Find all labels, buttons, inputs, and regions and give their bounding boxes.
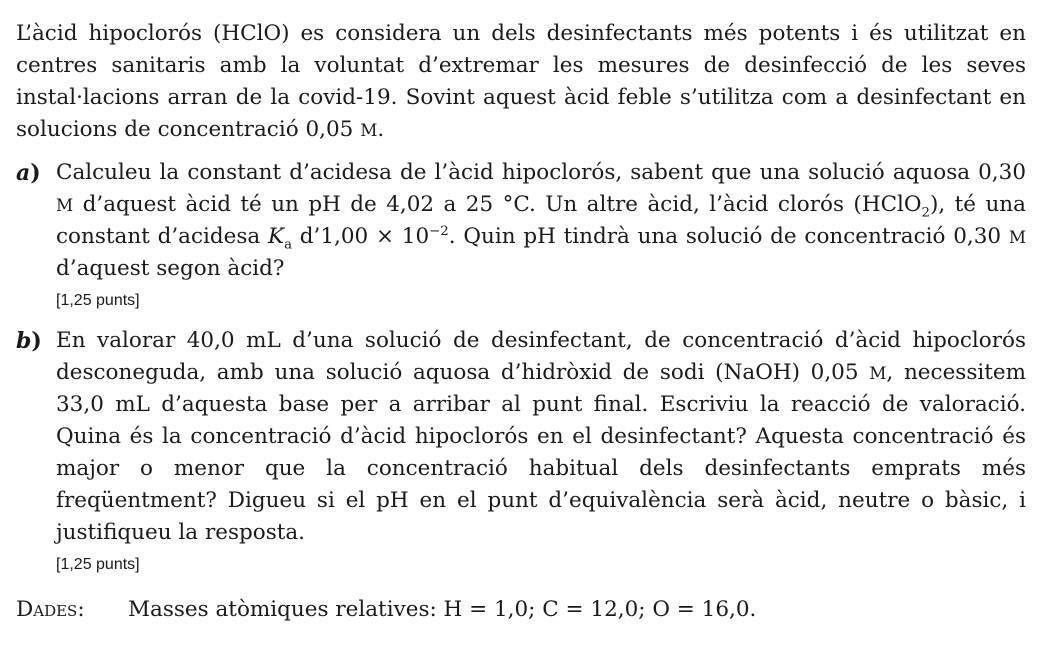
intro-paragraph [16, 18, 1026, 146]
question-a-text [56, 157, 1026, 285]
data-text: Masses atòmiques relatives: H = 1,0; C = 12,0; O = 16,0. [128, 597, 757, 622]
question-b-text [56, 325, 1026, 549]
exponent: −2 [429, 223, 449, 239]
question-b-text-1: En valorar 40,0 mL d’una solució de desinfectant, de concentració d’àcid hipoclorós desconeguda, amb una solució aquosa d’hidròxid de sodi (NaOH) 0,05 [56, 328, 1026, 385]
molar-unit: M [360, 120, 378, 140]
question-b-text-2: , necessitem 33,0 mL d’aquesta base per a arribar al punt final. Escriviu la reacció de valoració. Quina és la concentració d’àcid hipoclorós en el desinfectant? Aquesta concentració és major o menor que la concentració habitual dels desinfectants emprats més freqüentment? Digueu si el pH en el punt d’equivalència serà àcid, neutre o bàsic, i justifiqueu la resposta. [56, 360, 1026, 545]
question-a-text-3: ), té una constant d’acidesa [56, 192, 1026, 249]
molar-unit: M [56, 195, 74, 215]
question-a-letter: a [16, 160, 31, 186]
exam-question [16, 18, 1026, 626]
data-label: Dades: [16, 597, 85, 622]
molar-unit: M [1008, 227, 1026, 247]
question-a-text-6: d’aquest segon àcid? [56, 256, 285, 281]
data-section [16, 594, 1026, 626]
intro-text: L’àcid hipoclorós (HClO) es considera un dels desinfectants més potents i és utilitzat en centres sanitaris amb la voluntat d’extremar les mesures de desinfecció de les seves instal·lacions arran de la covid-19. Sovint aquest àcid feble s’utilitza com a desinfectant en solucions de concentració 0,05 [16, 21, 1026, 142]
question-a-paren: ) [30, 160, 41, 186]
question-b-points: [1,25 punts] [56, 556, 140, 573]
subscript: 2 [921, 205, 930, 221]
ka-subscript: a [284, 237, 293, 253]
molar-unit: M [869, 363, 887, 383]
question-a-text-5: . Quin pH tindrà una solució de concentració 0,30 [448, 224, 1009, 249]
question-a-text-4: d’1,00 × 10 [292, 224, 430, 249]
question-a-label [16, 157, 41, 189]
intro-text-end: . [377, 117, 385, 142]
question-b [16, 325, 1026, 575]
ka-symbol: K [268, 224, 285, 249]
question-b-paren: ) [31, 328, 42, 354]
question-a-text-2: d’aquest àcid té un pH de 4,02 a 25 °C. Un altre àcid, l’àcid clorós (HClO [73, 192, 922, 217]
question-b-letter: b [16, 328, 32, 354]
question-a [16, 157, 1026, 311]
question-a-text-1: Calculeu la constant d’acidesa de l’àcid hipoclorós, sabent que una solució aquosa 0,30 [56, 160, 1026, 185]
question-b-label [16, 325, 42, 357]
question-a-points: [1,25 punts] [56, 292, 140, 309]
